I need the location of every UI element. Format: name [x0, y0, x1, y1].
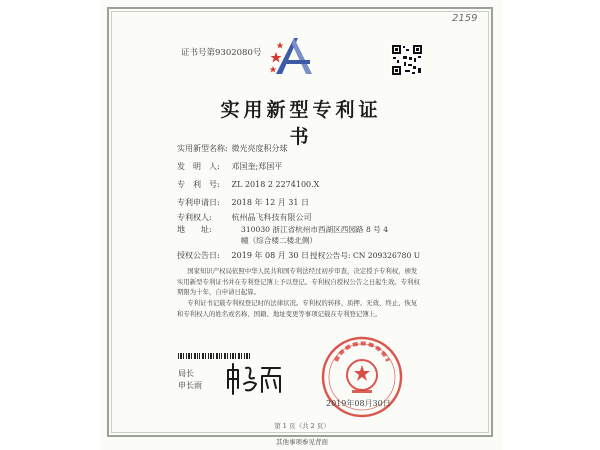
name-label: 实用新型名称: [177, 144, 228, 153]
inventor-row [177, 161, 282, 172]
filing-date-row [177, 197, 309, 208]
filing-date-value: 2018 年 12 月 31 日 [231, 198, 309, 207]
patent-holder-row [177, 212, 312, 223]
certificate-title: 实用新型专利证书 [220, 99, 382, 148]
body-paragraph-2: 专利证书记载专利权登记时的法律状况。专利权的转移、质押、无效、终止、恢复和专利权人的姓名或名称、国籍、地址变更等事项记载在专利登记簿上。 [177, 299, 418, 318]
patent-number-value: ZL 2018 2 2274100.X [231, 180, 320, 189]
body-paragraph-1: 国家知识产权局依照中华人民共和国专利法经过初步审查，决定授予专利权，颁发实用新型专利证书并在专利登记簿上予以登记。专利权自授权公告之日起生效。专利权期限为十年，自申请日起算。 [177, 267, 420, 296]
address-value: 310030 浙江省杭州市西湖区西园路 8 号 4 幢（综合楼二楼北侧） [241, 225, 389, 245]
grant-date-label: 授权公告日: [177, 251, 220, 260]
inventor-label: 发 明 人: [177, 162, 220, 171]
grant-date-value: 2019 年 08 月 30 日 [231, 251, 309, 260]
certificate-number: 证书号第9302080号 [181, 48, 262, 58]
patent-office-logo-icon [268, 30, 320, 82]
inventor-value: 邓国奎;郑国平 [231, 162, 283, 171]
name-value: 微光亮度积分球 [231, 144, 288, 153]
footer-note: 其他事项参见背面 [276, 438, 328, 446]
stamp-date: 2019年08月30日 [326, 399, 391, 408]
patent-number-label: 专 利 号: [177, 180, 220, 189]
holder-value: 杭州晶飞科技有限公司 [231, 213, 312, 222]
signer-name: 申长雨 [178, 381, 202, 390]
barcode-strip-icon [178, 353, 250, 359]
filing-date-label: 专利申请日: [177, 198, 220, 207]
handwritten-note: 2159 [452, 13, 478, 24]
grant-publication-number: 授权公告号: CN 209326780 U [310, 251, 421, 260]
holder-label: 专利权人: [177, 213, 212, 222]
signer-title: 局长 [178, 369, 194, 378]
patent-number-row [177, 179, 319, 190]
page-footer: 第 1 页（共 2 页） [274, 422, 330, 430]
address-label: 地 址: [177, 225, 212, 234]
handwritten-signature-icon [224, 362, 284, 396]
qr-code-icon [391, 44, 423, 76]
utility-model-name-row [177, 143, 288, 154]
grant-date-row [177, 250, 309, 261]
